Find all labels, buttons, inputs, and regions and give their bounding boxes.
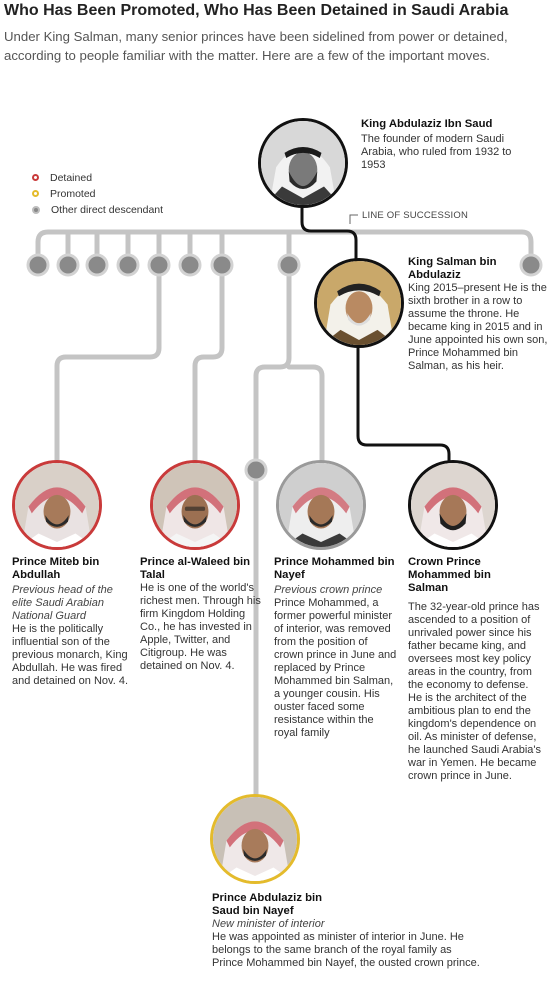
miteb-desc: He is the politically influential son of the previous monarch, King Abdullah. He was fired and detained on Nov. 4. xyxy=(12,623,128,687)
descendant-dot xyxy=(180,255,200,275)
descendant-dot-nayef-branch xyxy=(246,460,266,480)
descendant-dot xyxy=(87,255,107,275)
descendant-dot xyxy=(118,255,138,275)
detained-marker-icon xyxy=(32,174,39,181)
mbs-name: Crown Prince Mohammed bin Salman xyxy=(408,556,491,594)
line-to-nayef-branch xyxy=(256,265,289,472)
founder-name: King Abdulaziz Ibn Saud xyxy=(361,118,493,130)
nayef-portrait xyxy=(276,460,366,550)
page-subtitle: Under King Salman, many senior princes have been sidelined from power or detained, according to people familiar with the matter. Here are a few of the important moves. xyxy=(4,29,508,63)
miteb-photo-icon xyxy=(15,463,99,547)
salman-name: King Salman bin Abdulaziz xyxy=(408,256,497,281)
nayef-role: Previous crown prince xyxy=(274,584,383,596)
abdulaziz-desc: He was appointed as minister of interior in June. He belongs to the same branch of the royal family as Prince Mohammed bin Nayef, the ousted crown prince. xyxy=(212,931,480,969)
founder-info xyxy=(361,118,536,172)
line-to-miteb xyxy=(57,265,159,462)
alwaleed-portrait xyxy=(150,460,240,550)
mbs-desc: The 32-year-old prince has ascended to a position of unrivaled power since his father became king, and oversees most key policy areas in the country, from the economy to defense. He is the architect of the ambitious plan to end the kingdom's dependence on oil. As minister of defense, he launched Saudi Arabia's war in Yemen. He became crown prince in June. xyxy=(408,601,541,782)
legend-detained-label: Detained xyxy=(50,171,93,184)
descendant-dot xyxy=(279,255,299,275)
miteb-name: Prince Miteb bin Abdullah xyxy=(12,556,100,581)
salman-portrait xyxy=(314,258,404,348)
line-to-alwaleed xyxy=(195,265,222,462)
descendant-dot xyxy=(58,255,78,275)
abdulaziz-portrait xyxy=(210,794,300,884)
founder-photo-icon xyxy=(261,121,345,205)
succession-pointer xyxy=(350,215,358,224)
salman-photo-icon xyxy=(317,261,401,345)
legend xyxy=(32,170,163,218)
legend-promoted-label: Promoted xyxy=(50,187,96,200)
abdulaziz-name: Prince Abdulaziz bin Saud bin Nayef xyxy=(212,892,323,917)
salman-info xyxy=(408,256,548,373)
nayef-name: Prince Mohammed bin Nayef xyxy=(274,556,395,581)
abdulaziz-role: New minister of interior xyxy=(212,918,325,930)
nayef-desc: Prince Mohammed, a former powerful minister of interior, was removed from the position of crown prince in June and replaced by Prince Mohammed bin Salman, a younger cousin. His ouster faced some resistance within the royal family xyxy=(274,597,397,739)
founder-desc: The founder of modern Saudi Arabia, who ruled from 1932 to 1953 xyxy=(361,133,512,171)
alwaleed-info xyxy=(140,556,264,673)
nayef-photo-icon xyxy=(279,463,363,547)
page-title: Who Has Been Promoted, Who Has Been Detained in Saudi Arabia xyxy=(4,2,509,19)
legend-detained xyxy=(32,170,163,185)
alwaleed-desc: He is one of the world's richest men. Through his firm Kingdom Holding Co., he has invested in Apple, Twitter, and Citigroup. He was detained on Nov. 4. xyxy=(140,582,261,672)
descendant-dot xyxy=(28,255,48,275)
descendant-dot xyxy=(149,255,169,275)
abdulaziz-photo-icon xyxy=(213,797,297,881)
founder-portrait xyxy=(258,118,348,208)
miteb-role: Previous head of the elite Saudi Arabian National Guard xyxy=(12,584,113,622)
mbs-info xyxy=(408,556,542,783)
miteb-portrait xyxy=(12,460,102,550)
promoted-marker-icon xyxy=(32,190,39,197)
legend-other xyxy=(32,202,163,217)
line-to-nayef xyxy=(289,367,322,462)
succession-label: LINE OF SUCCESSION xyxy=(362,210,469,221)
alwaleed-photo-icon xyxy=(153,463,237,547)
nayef-info xyxy=(274,556,398,740)
mbs-photo-icon xyxy=(411,463,495,547)
mbs-portrait xyxy=(408,460,498,550)
descendant-dot xyxy=(212,255,232,275)
alwaleed-name: Prince al-Waleed bin Talal xyxy=(140,556,251,581)
abdulaziz-info xyxy=(212,892,482,970)
miteb-info xyxy=(12,556,130,688)
descendant-marker-icon xyxy=(32,206,40,214)
salman-desc: King 2015–present He is the sixth brother in a row to assume the throne. He became king in 2015 and in June appointed his own son, Prince Mohammed bin Salman, as his heir. xyxy=(408,282,548,372)
legend-promoted xyxy=(32,186,163,201)
legend-other-label: Other direct descendant xyxy=(51,203,164,216)
